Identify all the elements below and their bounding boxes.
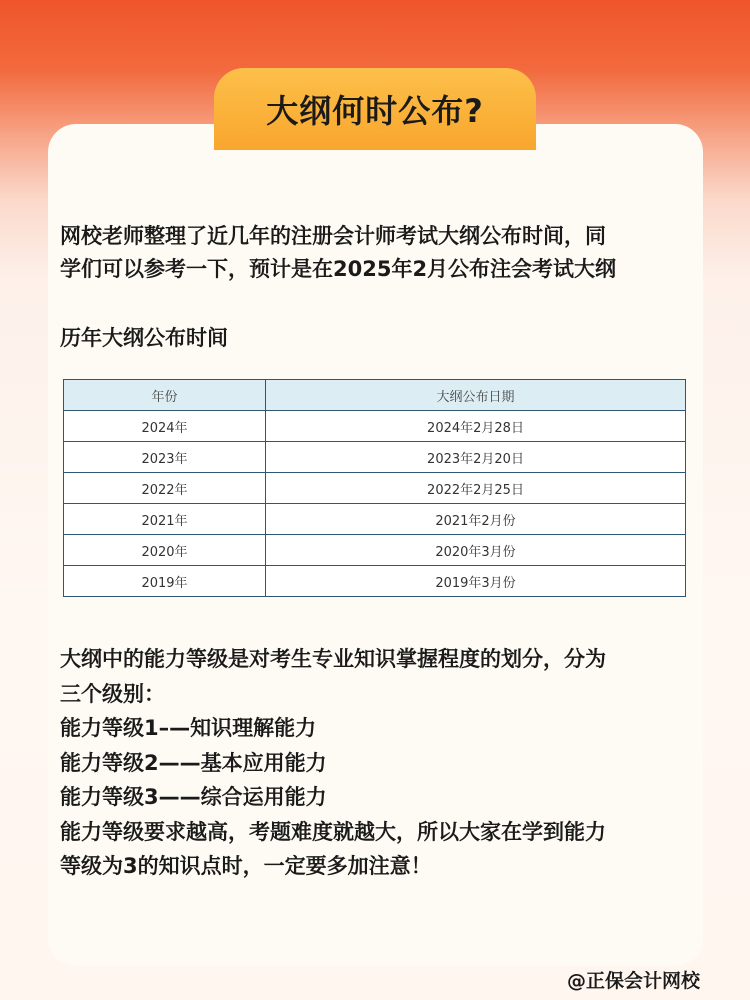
levels-line: 能力等级要求越高，考题难度就越大，所以大家在学到能力 (60, 819, 606, 844)
column-header-year: 年份 (64, 380, 266, 411)
date-cell: 2019年3月份 (266, 566, 686, 597)
year-cell: 2022年 (64, 473, 266, 504)
release-dates-table (63, 379, 686, 597)
intro-line: 网校老师整理了近几年的注册会计师考试大纲公布时间，同 (60, 224, 606, 248)
table-row (64, 442, 686, 473)
ability-levels-paragraph (60, 642, 700, 884)
table-section-title: 历年大纲公布时间 (60, 326, 228, 350)
table-row (64, 566, 686, 597)
title-badge (214, 68, 536, 150)
intro-line: 学们可以参考一下，预计是在2025年2月公布注会考试大纲 (60, 257, 617, 281)
year-cell: 2019年 (64, 566, 266, 597)
year-cell: 2021年 (64, 504, 266, 535)
column-header-date: 大纲公布日期 (266, 380, 686, 411)
intro-paragraph (60, 220, 700, 286)
level-3-line: 能力等级3——综合运用能力 (60, 785, 327, 809)
year-cell: 2020年 (64, 535, 266, 566)
year-cell: 2023年 (64, 442, 266, 473)
table-row (64, 473, 686, 504)
date-cell: 2021年2月份 (266, 504, 686, 535)
year-cell: 2024年 (64, 411, 266, 442)
footer-watermark: @正保会计网校 (566, 970, 700, 992)
level-1-line: 能力等级1–—知识理解能力 (60, 716, 317, 740)
date-cell: 2020年3月份 (266, 535, 686, 566)
levels-line: 等级为3的知识点时，一定要多加注意！ (60, 854, 432, 878)
levels-line: 大纲中的能力等级是对考生专业知识掌握程度的划分，分为 (60, 647, 606, 671)
date-cell: 2024年2月28日 (266, 411, 686, 442)
table-row (64, 411, 686, 442)
level-2-line: 能力等级2——基本应用能力 (60, 750, 327, 775)
date-cell: 2023年2月20日 (266, 442, 686, 473)
levels-line: 三个级别： (60, 681, 165, 706)
date-cell: 2022年2月25日 (266, 473, 686, 504)
page-title: 大纲何时公布? (266, 92, 484, 130)
table-row (64, 535, 686, 566)
table-header-row (64, 380, 686, 411)
table-row (64, 504, 686, 535)
